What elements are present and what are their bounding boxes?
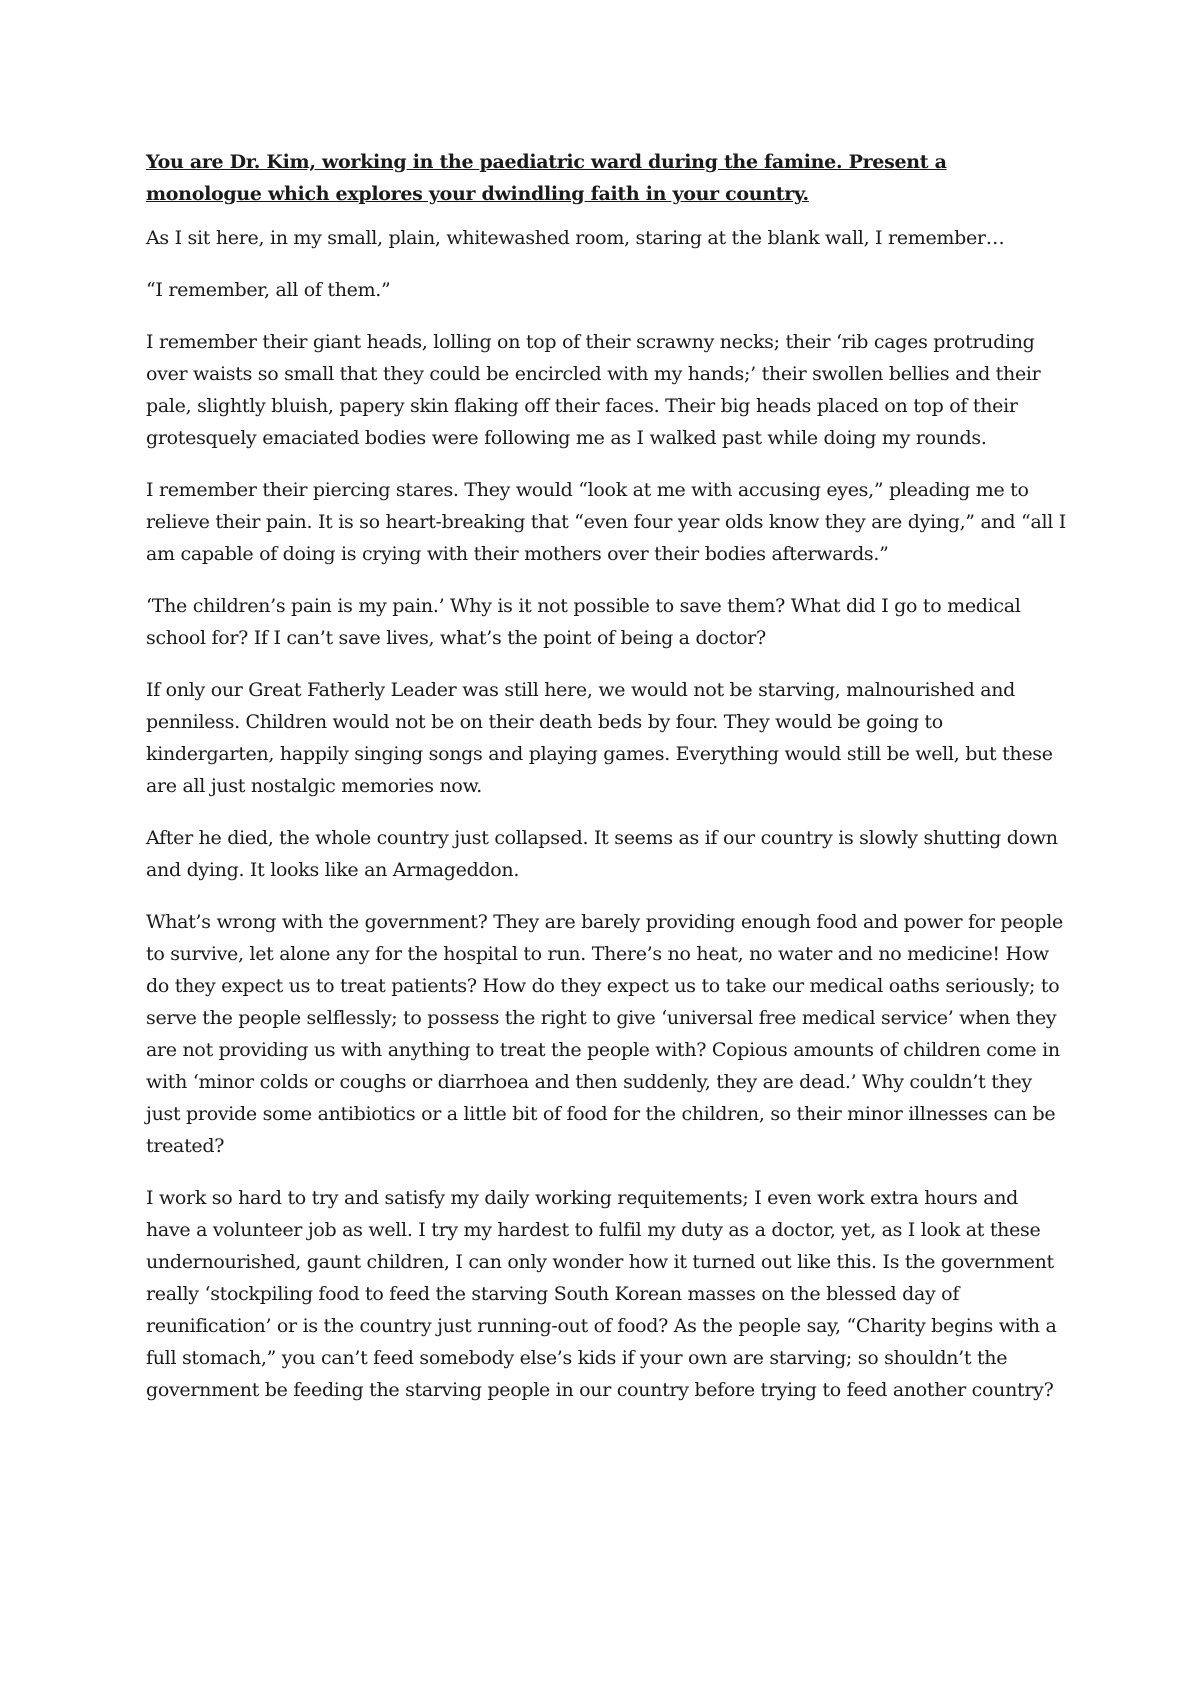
document-body	[146, 146, 1066, 1426]
paragraph-6: If only our Great Fatherly Leader was still here, we would not be starving, malnourished and penniless. Children would not be on their death beds by four. They would be going to kindergarten, happily singing songs and playing games. Everything would still be well, but these are all just nostalgic memories now.	[146, 679, 1053, 797]
paragraph-1: As I sit here, in my small, plain, whitewashed room, staring at the blank wall, I remember…	[146, 227, 1005, 249]
paragraph-3: I remember their giant heads, lolling on top of their scrawny necks; their ‘rib cages protruding over waists so small that they could be encircled with my hands;’ their swollen bellies and their pale, slightly bluish, papery skin flaking off their faces. Their big heads placed on top of their grotesquely emaciated bodies were following me as I walked past while doing my rounds.	[146, 331, 1041, 449]
document-title: You are Dr. Kim, working in the paediatric ward during the famine. Present a monologue which explores your dwindling faith in your country.	[146, 151, 947, 205]
paragraph-8: What’s wrong with the government? They are barely providing enough food and power for people to survive, let alone any for the hospital to run. There’s no heat, no water and no medicine! How do they expect us to treat patients? How do they expect us to take our medical oaths seriously; to serve the people selflessly; to possess the right to give ‘universal free medical service’ when they are not providing us with anything to treat the people with? Copious amounts of children come in with ‘minor colds or coughs or diarrhoea and then suddenly, they are dead.’ Why couldn’t they just provide some antibiotics or a little bit of food for the children, so their minor illnesses can be treated?	[146, 911, 1063, 1157]
paragraph-4: I remember their piercing stares. They would “look at me with accusing eyes,” pleading me to relieve their pain. It is so heart-breaking that “even four year olds know they are dying,” and “all I am capable of doing is crying with their mothers over their bodies afterwards.”	[146, 479, 1066, 565]
paragraph-7: After he died, the whole country just collapsed. It seems as if our country is slowly shutting down and dying. It looks like an Armageddon.	[146, 827, 1058, 881]
paragraph-2: “I remember, all of them.”	[146, 279, 391, 301]
paragraph-9: I work so hard to try and satisfy my daily working requitements; I even work extra hours and have a volunteer job as well. I try my hardest to fulfil my duty as a doctor, yet, as I look at these undernourished, gaunt children, I can only wonder how it turned out like this. Is the government really ‘stockpiling food to feed the starving South Korean masses on the blessed day of reunification’ or is the country just running-out of food? As the people say, “Charity begins with a full stomach,” you can’t feed somebody else’s kids if your own are starving; so shouldn’t the government be feeding the starving people in our country before trying to feed another country?	[146, 1187, 1057, 1401]
paragraph-5: ‘The children’s pain is my pain.’ Why is it not possible to save them? What did I go to medical school for? If I can’t save lives, what’s the point of being a doctor?	[146, 595, 1021, 649]
